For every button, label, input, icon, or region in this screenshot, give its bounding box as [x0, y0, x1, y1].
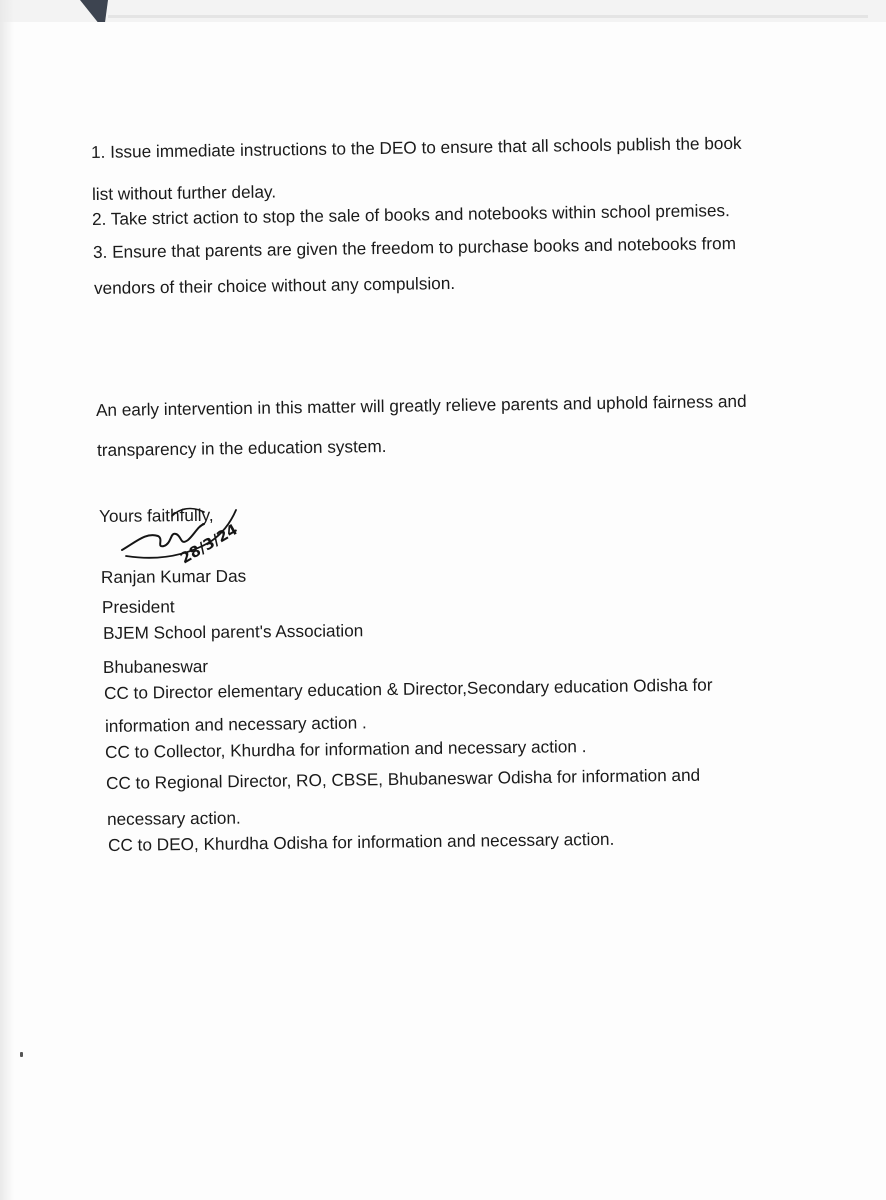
signature-date: 28/3/24 [177, 520, 241, 568]
instruction-line-5: vendors of their choice without any compulsion. [93, 272, 456, 298]
cc-line-4: CC to Regional Director, RO, CBSE, Bhubaneswar Odisha for information and [105, 764, 701, 793]
scan-speck [20, 1052, 23, 1057]
instruction-line-1: 1. Issue immediate instructions to the DEO to ensure that all schools publish the book [90, 132, 742, 162]
signatory-designation: President [101, 596, 175, 617]
signatory-name: Ranjan Kumar Das [100, 565, 247, 587]
signatory-organization: BJEM School parent's Association [102, 620, 364, 643]
cc-line-6: CC to DEO, Khurdha Odisha for information and necessary action. [107, 828, 615, 855]
instruction-line-3: 2. Take strict action to stop the sale of books and notebooks within school premises. [91, 200, 730, 229]
signatory-city: Bhubaneswar [102, 656, 209, 677]
sign-off: Yours faithfully, [98, 504, 214, 526]
cc-line-1: CC to Director elementary education & Director,Secondary education Odisha for [103, 674, 713, 703]
closing-paragraph-line-2: transparency in the education system. [96, 435, 387, 460]
cc-line-3: CC to Collector, Khurdha for information and necessary action . [104, 736, 587, 762]
cc-line-2: information and necessary action . [104, 712, 367, 736]
cc-line-5: necessary action. [106, 807, 241, 829]
instruction-line-4: 3. Ensure that parents are given the freedom to purchase books and notebooks from [92, 233, 737, 262]
scan-top-edge [0, 0, 886, 22]
instruction-line-2: list without further delay. [91, 181, 277, 204]
scan-left-edge [0, 0, 14, 1200]
closing-paragraph-line-1: An early intervention in this matter will greatly relieve parents and uphold fairness and [95, 390, 747, 420]
